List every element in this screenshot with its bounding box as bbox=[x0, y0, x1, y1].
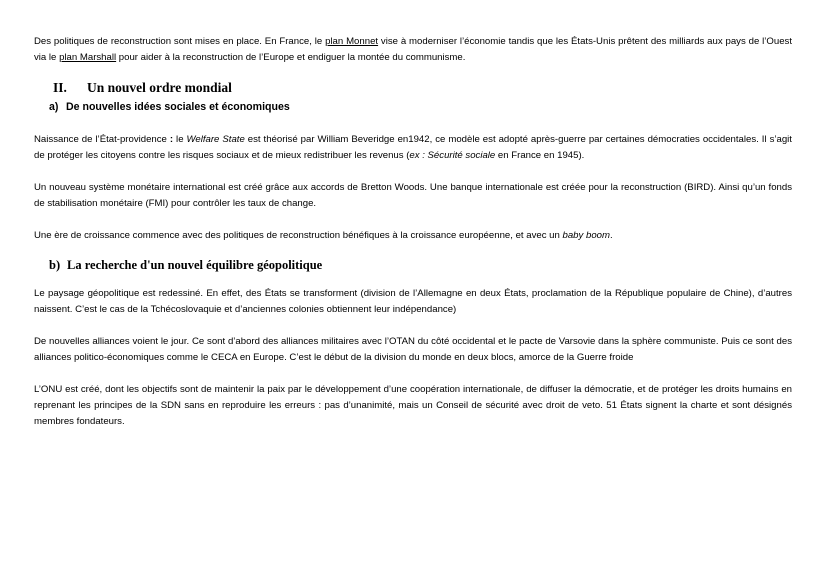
plan-monnet-text: plan Monnet bbox=[325, 36, 379, 47]
document-page bbox=[34, 34, 792, 430]
paragraph-reconstruction: Des politiques de reconstruction sont mises en place. En France, le plan Monnet vise à moderniser l’économie tandis que les États-Unis prêtent des milliards aux pays de l’Ouest via le plan Marshall pour aider à la reconstruction de l’Europe et endiguer la montée du communisme. bbox=[34, 36, 792, 63]
subsection-heading-a bbox=[34, 99, 792, 115]
subsection-title: De nouvelles idées sociales et économiques bbox=[66, 101, 290, 113]
paragraph-geopolitique: Le paysage géopolitique est redessiné. En effet, des États se transforment (division de l’Allemagne en deux États, proclamation de la République populaire de Chine), d’autres naissent. C’est le cas de la Tchécoslovaquie et d’anciennes colonies obtiennent leur indépendance) bbox=[34, 288, 792, 315]
plan-marshall-text: plan Marshall bbox=[59, 52, 117, 63]
paragraph-croissance: Une ère de croissance commence avec des politiques de reconstruction bénéfiques à la croissance européenne, et avec un baby boom. bbox=[34, 230, 613, 241]
subsection-title: La recherche d'un nouvel équilibre géopolitique bbox=[67, 258, 323, 272]
section-heading-ii bbox=[34, 79, 792, 97]
paragraph-bretton-woods: Un nouveau système monétaire international est créé grâce aux accords de Bretton Woods. Une banque internationale est créée pour la reconstruction (BIRD). Ainsi qu’un fonds de stabilisation monétaire (FMI) pour contrôler les taux de change. bbox=[34, 182, 792, 209]
subsection-number: b) bbox=[49, 258, 61, 272]
paragraph-welfare-state: Naissance de l’État-providence : le Welfare State est théorisé par William Beveridge en1942, ce modèle est adopté après-guerre par certaines démocraties occidentales. Il s’agit de protéger les citoyens contre les risques sociaux et de mieux redistribuer les revenus (ex : Sécurité sociale en France en 1945). bbox=[34, 134, 792, 161]
subsection-number: a) bbox=[49, 101, 59, 113]
paragraph-onu: L’ONU est créé, dont les objectifs sont de maintenir la paix par le développement d’une coopération internationale, de diffuser la démocratie, et de protéger les droits humains en reprenant les principes de la SDN sans en reproduire les erreurs : pas d’unanimité, mais un Conseil de sécurité avec droit de veto. 51 États signent la charte et sont désignés membres fondateurs. bbox=[34, 384, 792, 427]
subsection-heading-b bbox=[34, 256, 792, 274]
section-number: II. bbox=[53, 80, 67, 95]
paragraph-alliances: De nouvelles alliances voient le jour. Ce sont d’abord des alliances militaires avec l’OTAN du côté occidental et le pacte de Varsovie dans la sphère communiste. Puis ce sont des alliances politico-économiques comme le CECA en Europe. C’est le début de la division du monde en deux blocs, amorce de la Guerre froide bbox=[34, 336, 792, 363]
section-title: Un nouvel ordre mondial bbox=[87, 80, 232, 95]
